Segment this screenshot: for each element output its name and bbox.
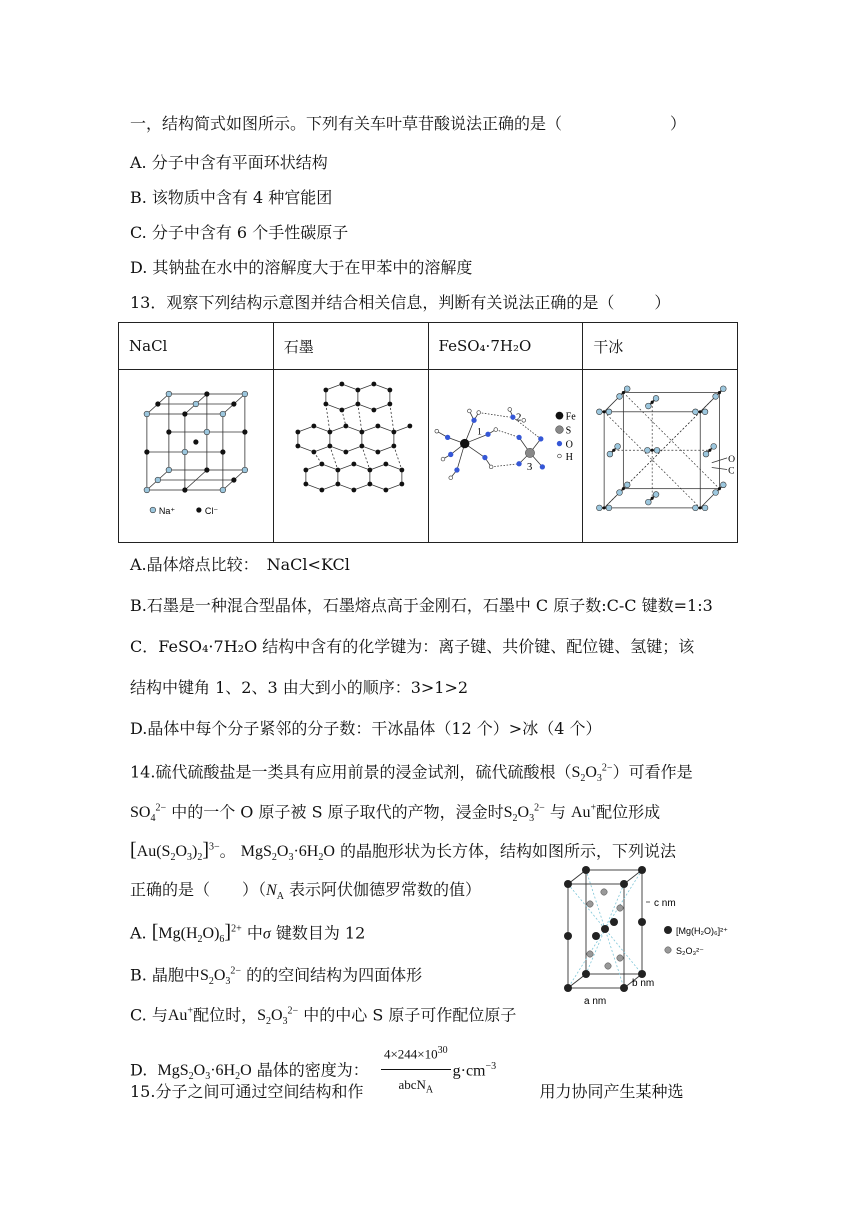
graphite-layers-figure (274, 370, 428, 542)
structure-table (118, 322, 738, 543)
q13-option-b: B.石墨是一种混合型晶体，石墨熔点高于金刚石，石墨中 C 原子数:C-C 键数=1:3 (130, 596, 713, 615)
legend-s: S (565, 425, 571, 437)
q14-option-d: D. $MgS_2O_3\cdot 6H_2O$ 晶体的密度为： $\frac{4\times 244\times 10^{30}}{abcN_A}$ $g\cdot cm^{-3}$ (130, 1036, 496, 1106)
q14-line-3: $[Au(S_2O_3)_2]^{3-}$。 $MgS_2O_3\cdot 6H_2O$ 的晶胞形状为长方体，结构如图所示，下列说法 (130, 839, 677, 864)
q14-line-1: 14.硫代硫酸盐是一类具有应用前景的浸金试剂，硫代硫酸根$(S_2O_3^{2-})$可看作是 (130, 762, 693, 785)
header-nacl: NaCl (119, 323, 274, 370)
q13-option-c: C．FeSO₄·7H₂O 结构中含有的化学键为：离子键、共价键、配位键、氢键；该 (130, 637, 695, 656)
graphite-figure-cell (273, 370, 428, 543)
q12-option-c: C. 分子中含有 6 个手性碳原子 (130, 223, 349, 242)
nacl-figure-cell (119, 370, 274, 543)
q12-option-a: A. 分子中含有平面环状结构 (130, 153, 328, 172)
s-atom (525, 448, 534, 457)
nacl-legend-na: Na⁺ (158, 506, 176, 516)
q15-text: 15.分子之间可通过空间结构和作 用力协同产生某种选 (130, 1082, 684, 1101)
legend-h: H (565, 451, 573, 463)
dry-ice-label-o: O (728, 453, 736, 465)
cell-label-b: b nm (632, 978, 655, 989)
cell-label-c: c nm (654, 898, 676, 909)
q14-option-b: B. 晶胞中$S_2O_3^{2-}$ 的的空间结构为四面体形 (130, 965, 423, 988)
cell-legend-mg: [Mg(H₂O)₆]²⁺ (676, 926, 728, 936)
feso4-structure-figure (429, 370, 583, 542)
q14-line-4: 正确的是（ ）（$N_A$ 表示阿伏伽德罗常数的值） (130, 880, 482, 903)
q13-stem: 13．观察下列结构示意图并结合相关信息，判断有关说法正确的是（ ） (130, 293, 671, 312)
q13-option-c-continued: 结构中键角 1、2、3 由大到小的顺序：3>1>2 (130, 678, 469, 697)
q13-option-a: A.晶体熔点比较： NaCl<KCl (130, 555, 350, 574)
dry-ice-figure-cell (583, 370, 738, 543)
nacl-legend-cl: Cl⁻ (204, 506, 219, 516)
angle-label-1: 1 (476, 427, 482, 438)
q12-option-b: B. 该物质中含有 4 种官能团 (130, 188, 333, 207)
angle-label-3: 3 (526, 460, 532, 473)
cell-legend-s2o3: S₂O₃²⁻ (676, 946, 704, 956)
q13-option-d: D.晶体中每个分子紧邻的分子数：干冰晶体（12 个）>冰（4 个） (130, 719, 602, 738)
q14-option-c: C. 与Au+配位时，$S_2O_3^{2-}$ 中的中心 S 原子可作配位原子 (130, 1005, 517, 1028)
density-fraction: $\frac{4\times 244\times 10^{30}}{abcN_A}$ (381, 1036, 451, 1106)
q12-option-d: D. 其钠盐在水中的溶解度大于在甲苯中的溶解度 (130, 258, 473, 277)
legend-fe: Fe (565, 411, 576, 423)
q12-stem: 一，结构简式如图所示。下列有关车叶草苷酸说法正确的是（ ） (130, 114, 687, 133)
fe-atom (460, 439, 469, 448)
header-graphite: 石墨 (273, 323, 428, 370)
dry-ice-label-c: C (728, 465, 735, 477)
header-feso4: FeSO₄·7H₂O (428, 323, 583, 370)
legend-o: O (565, 439, 573, 451)
dry-ice-lattice-figure (583, 370, 737, 542)
q14-option-a: A. $[Mg(H_2O)_6]^{2+}$ 中σ 键数目为 12 (130, 921, 366, 946)
q14-line-2: $SO_4^{2-}$ 中的一个 O 原子被 S 原子取代的产物，浸金时$S_2O_3^{2-}$ 与 Au+配位形成 (130, 802, 661, 825)
cell-label-a: a nm (584, 996, 607, 1007)
mgs2o3-unit-cell-figure (560, 862, 760, 1012)
angle-label-2: 2 (515, 411, 521, 424)
header-dry-ice: 干冰 (583, 323, 738, 370)
feso4-figure-cell (428, 370, 583, 543)
nacl-lattice-figure (119, 370, 273, 542)
